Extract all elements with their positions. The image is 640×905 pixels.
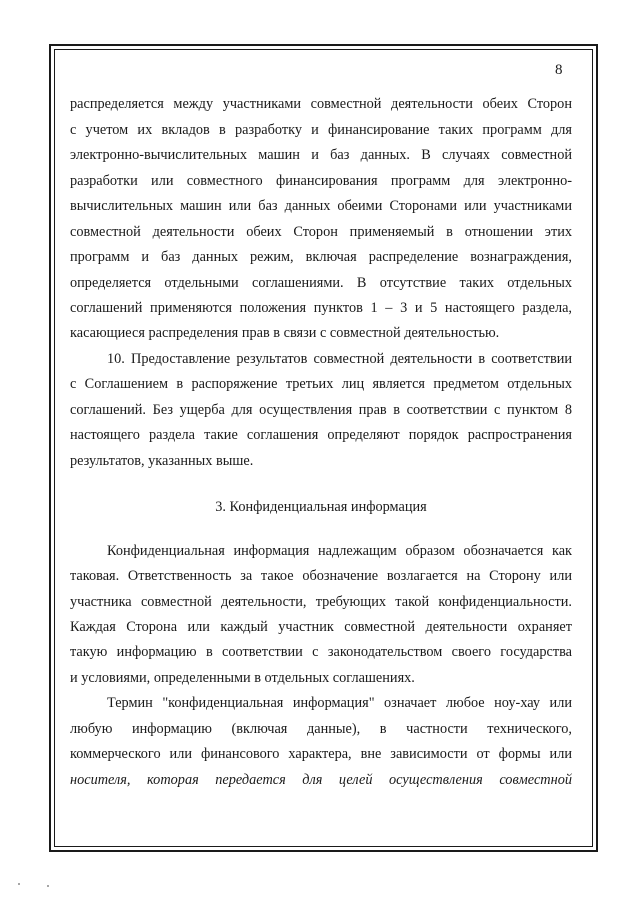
text-line: электронно-вычислительных машин и баз данных. В случаях совместной [70,147,572,163]
text-line: результатов, указанных выше. [70,453,254,469]
text-line: 10. Предоставление результатов совместной деятельности в соответствии [107,351,572,367]
text-line: коммерческого или финансового характера, вне зависимости от формы или [70,746,572,762]
text-line: настоящего раздела такие соглашения определяют порядок распространения [70,427,572,443]
text-line: программ и баз данных режим, включая распределение вознаграждения, [70,249,572,265]
text-line: Термин "конфиденциальная информация" означает любое ноу-хау или [107,695,572,711]
text-line: соглашений. Без ущерба для осуществления прав в соответствии с пунктом 8 [70,402,572,418]
scan-speck [47,885,49,887]
text-line: определяется отдельными соглашениями. В отсутствие таких отдельных [70,275,572,291]
text-line: любую информацию (включая данные), в частности технического, [70,721,572,737]
text-line: такую информацию в соответствии с законодательством своего государства [70,644,572,660]
text-line: вычислительных машин или баз данных обеими Сторонами или участниками [70,198,572,214]
text-line: с учетом их вкладов в разработку и финансирование таких программ для [70,122,572,138]
text-line: соглашений применяются положения пунктов 1 – 3 и 5 настоящего раздела, [70,300,572,316]
text-line: распределяется между участниками совместной деятельности обеих Сторон [70,96,572,112]
text-line: разработки или совместного финансирования программ для электронно- [70,173,572,189]
text-line: совместной деятельности обеих Сторон применяемый в отношении этих [70,224,572,240]
text-line: Каждая Сторона или каждый участник совместной деятельности охраняет [70,619,572,635]
text-line: Конфиденциальная информация надлежащим образом обозначается как [107,543,572,559]
text-line: таковая. Ответственность за такое обозначение возлагается на Сторону или [70,568,572,584]
page-number: 8 [555,62,563,78]
text-line: касающиеся распределения прав в связи с совместной деятельностью. [70,325,500,341]
text-line: носителя, которая передается для целей осуществления совместной [70,772,572,788]
text-line: с Соглашением в распоряжение третьих лиц является предметом отдельных [70,376,572,392]
scan-speck [18,883,20,885]
section-heading: 3. Конфиденциальная информация [215,499,427,515]
text-line: участника совместной деятельности, требующих такой конфиденциальности. [70,594,572,610]
text-line: и условиями, определенными в отдельных соглашениях. [70,670,415,686]
